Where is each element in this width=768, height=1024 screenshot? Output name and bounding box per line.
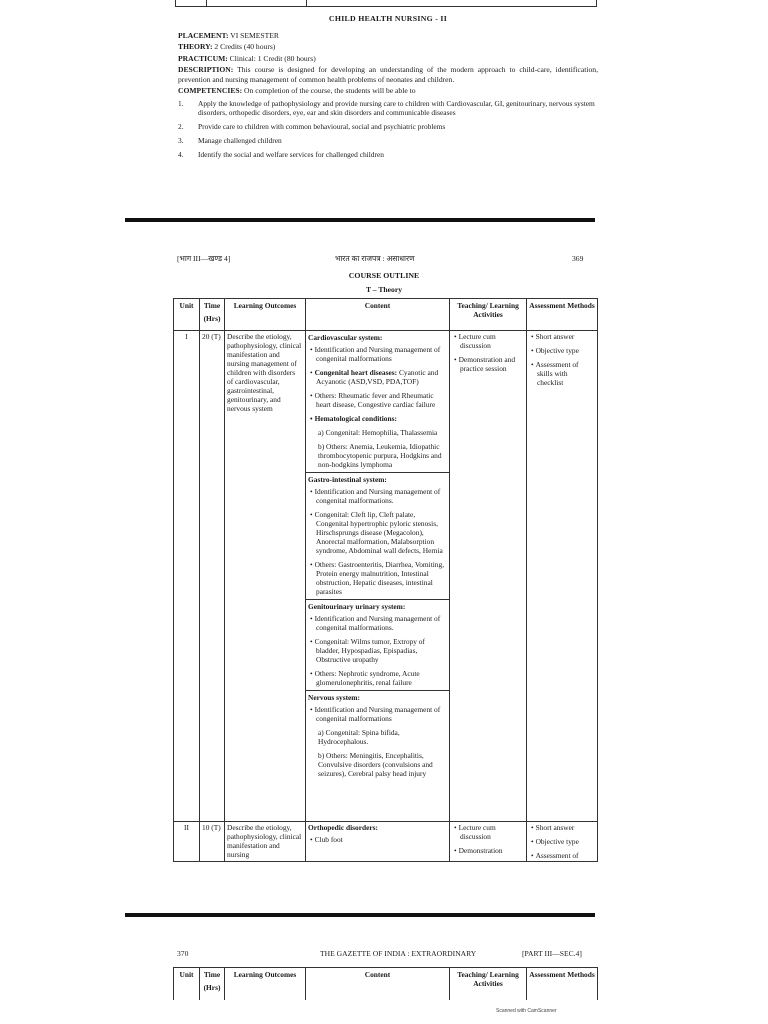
table-header-row xyxy=(174,968,598,1001)
header-content: Content xyxy=(306,968,450,1001)
header-assessment: Assessment Methods xyxy=(527,968,598,1001)
competencies-line: COMPETENCIES: On completion of the course, the students will be able to xyxy=(178,86,416,96)
page-number: 369 xyxy=(572,254,584,263)
unit-time: 20 (T) xyxy=(200,331,225,822)
competency-item: 3. Manage challenged children xyxy=(178,136,282,146)
header-unit: Unit xyxy=(174,968,200,1001)
content-cell: Orthopedic disorders: • Club foot xyxy=(306,822,450,862)
teaching-activities: • Lecture cum discussion • Demonstration xyxy=(450,822,527,862)
unit-number: II xyxy=(174,822,200,862)
outline-title: COURSE OUTLINE xyxy=(348,271,420,280)
header-time: Time (Hrs) xyxy=(200,968,225,1001)
competencies-list xyxy=(178,99,598,159)
page-header-left: [भाग III—खण्ड 4] xyxy=(177,254,231,263)
assessment-methods: • Short answer • Objective type • Assessment of xyxy=(527,822,598,862)
assessment-methods: • Short answer • Objective type • Assessment of skills with checklist xyxy=(527,331,598,822)
page-header-center: भारत का राजपत्र : असाधारण xyxy=(335,254,415,263)
header-outcomes: Learning Outcomes xyxy=(225,968,306,1001)
course-header-block xyxy=(178,14,598,164)
theory-line: THEORY: 2 Credits (40 hours) xyxy=(178,42,276,52)
continued-table-header xyxy=(173,967,598,1000)
competency-item: 4. Identify the social and welfare services for challenged children xyxy=(178,150,384,160)
learning-outcomes: Describe the etiology, pathophysiology, clinical manifestation and nursing xyxy=(225,822,306,862)
outline-subtitle: T – Theory xyxy=(365,285,402,294)
description-line: DESCRIPTION: This course is designed for developing an understanding of the modern approach to child-care, identification, prevention and nursing management of common health problems of neonates and children. xyxy=(178,65,598,84)
table-row xyxy=(174,331,598,822)
page-number: 370 xyxy=(177,949,189,958)
page-divider xyxy=(125,218,595,222)
header-assessment: Assessment Methods xyxy=(527,299,598,331)
previous-table-fragment xyxy=(175,0,597,7)
unit-time: 10 (T) xyxy=(200,822,225,862)
header-content: Content xyxy=(306,299,450,331)
table-header-row xyxy=(174,299,598,331)
scan-watermark: Scanned with CamScanner xyxy=(496,1008,557,1014)
page-header-center: THE GAZETTE OF INDIA : EXTRAORDINARY xyxy=(320,949,477,958)
page-header-right: [PART III—SEC.4] xyxy=(522,949,582,958)
competency-item: 1. Apply the knowledge of pathophysiology and provide nursing care to children with Cardiovascular, GI, genitourinary, nervous system disorders, orthopedic disorders, eye, ear and skin disorders and communicable diseases xyxy=(178,99,595,118)
header-activities: Teaching/ Learning Activities xyxy=(450,299,527,331)
content-cell: Cardiovascular system: • Identification and Nursing management of congenital malformations • Congenital heart diseases: Cyanotic and Acyanotic (ASD,VSD, PDA,TOF) • Others: Rheumatic fever and Rheumatic heart disease, Congestive cardiac failure • Hematological conditions: a) Congenital: Hemophilia, Thalassemia b) Others: Anemia, Leukemia, Idiopathic thrombocytopenic purpura, Hodgkins and non-hodgkins lymphoma Gastro-intestinal system: • Identification and Nursing management of congenital malformations. • Congenital: Cleft lip, Cleft palate, Congenital hypertrophic pyloric stenosis, Hirschsprungs disease (Megacolon), Anorectal malformation, Malabsorption syndrome, Abdominal wall defects, Hernia • Others: Gastroenteritis, Diarrhea, Vomiting, Protein energy malnutrition, Intestinal obstruction, Hepatic diseases, intestinal parasites Genitourinary urinary system: • Identification and Nursing management of congenital malformations. • Congenital: Wilms tumor, Extropy of bladder, Hypospadias, Epispadias, Obstructive uropathy • Others: Nephrotic syndrome, Acute glomerulonephritis, renal failure Nervous system: • Identification and Nursing management of congenital malformations a) Congenital: Spina bifida, Hydrocephalous. b) Others: Meningitis, Encephalitis, Convulsive disorders (convulsions and seizures), Cerebral palsy head injury xyxy=(306,331,450,822)
header-outcomes: Learning Outcomes xyxy=(225,299,306,331)
header-time: Time (Hrs) xyxy=(200,299,225,331)
placement-line: PLACEMENT: VI SEMESTER xyxy=(178,31,279,40)
teaching-activities: • Lecture cum discussion • Demonstration and practice session xyxy=(450,331,527,822)
header-unit: Unit xyxy=(174,299,200,331)
course-title: CHILD HEALTH NURSING - II xyxy=(328,14,448,23)
practicum-line: PRACTICUM: Clinical: 1 Credit (80 hours) xyxy=(178,53,316,63)
learning-outcomes: Describe the etiology, pathophysiology, clinical manifestation and nursing management of children with disorders of cardiovascular, gastrointestinal, genitourinary, and nervous system xyxy=(225,331,306,822)
unit-number: I xyxy=(174,331,200,822)
header-activities: Teaching/ Learning Activities xyxy=(450,968,527,1001)
course-outline-table xyxy=(173,298,598,862)
competency-item: 2. Provide care to children with common behavioural, social and psychiatric problems xyxy=(178,122,446,132)
page-divider xyxy=(125,913,595,917)
table-row xyxy=(174,822,598,862)
